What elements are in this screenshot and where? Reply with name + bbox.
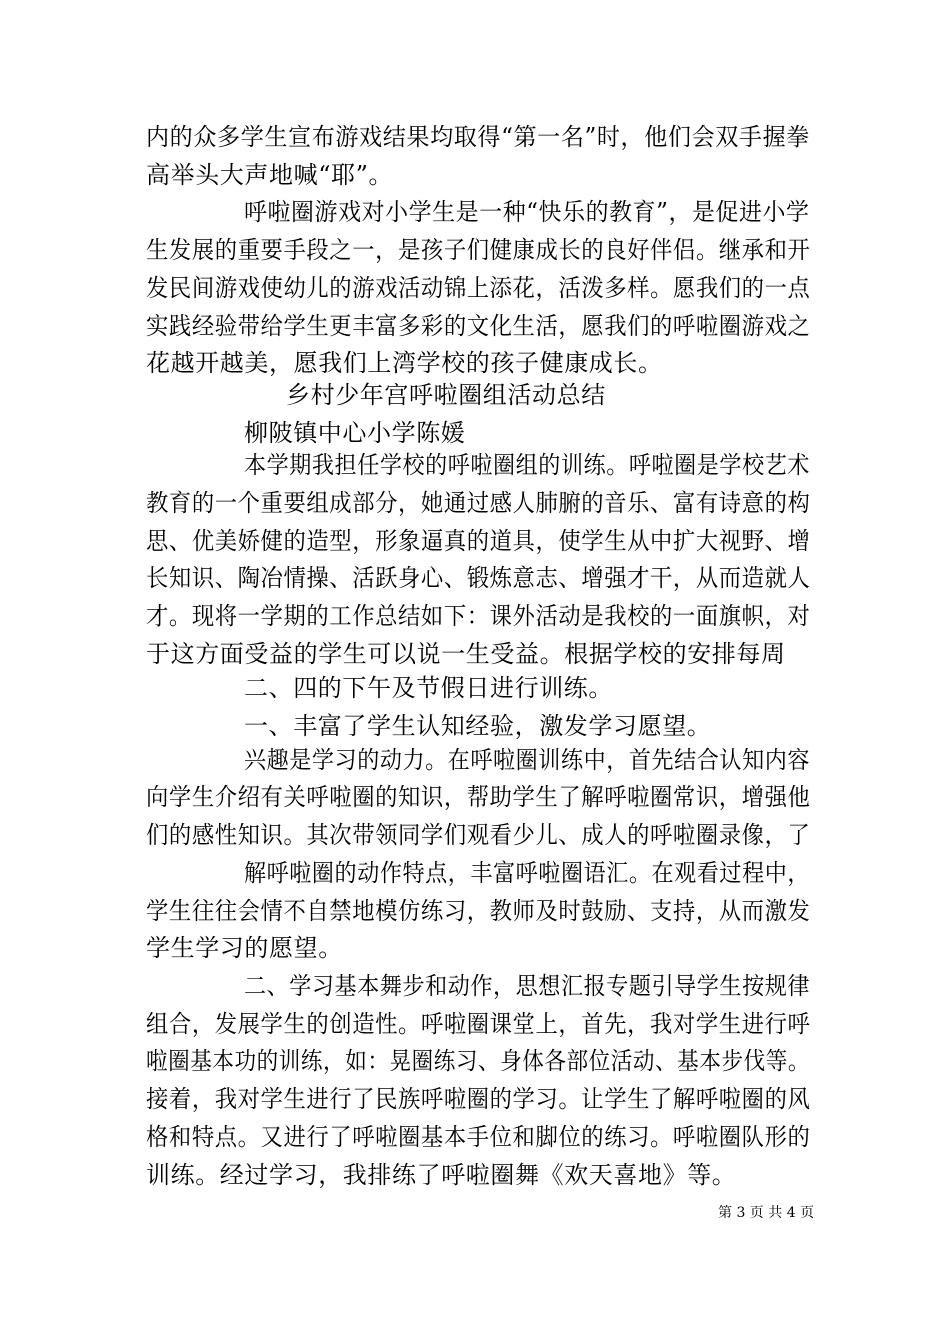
paragraph-first-line: 兴趣是学习的动力。在呼啦圈训练中，首先结合认知内容	[244, 746, 810, 774]
text-line: 组合，发展学生的创造性。呼啦圈课堂上，首先，我对学生进行呼	[146, 1010, 811, 1038]
text-line: 花越开越美，愿我们上湾学校的孩子健康成长。	[146, 349, 663, 377]
text-line: 于这方面受益的学生可以说一生受益。根据学校的安排每周	[146, 640, 786, 668]
paragraph-first-line: 解呼啦圈的动作特点，丰富呼啦圈语汇。在观看过程中，	[244, 859, 810, 887]
text-line: 发民间游戏使幼儿的游戏活动锦上添花，活泼多样。愿我们的一点	[146, 274, 811, 302]
text-line: 内的众多学生宣布游戏结果均取得“第一名”时，他们会双手握拳	[146, 123, 810, 151]
section-title: 乡村少年宫呼啦圈组活动总结	[286, 381, 606, 409]
text-line: 向学生介绍有关呼啦圈的知识，帮助学生了解呼啦圈常识，增强他	[146, 783, 811, 811]
text-line: 训练。经过学习，我排练了呼啦圈舞《欢天喜地》等。	[146, 1161, 737, 1189]
text-line: 学生往往会情不自禁地模仿练习，教师及时鼓励、支持，从而激发	[146, 897, 811, 925]
paragraph-first-line: 二、学习基本舞步和动作，思想汇报专题引导学生按规律	[244, 972, 810, 1000]
section-heading: 一、丰富了学生认知经验，激发学习愿望。	[244, 712, 712, 740]
text-line: 才。现将一学期的工作总结如下：课外活动是我校的一面旗帜，对	[146, 602, 811, 630]
text-line: 生发展的重要手段之一，是孩子们健康成长的良好伴侣。继承和开	[146, 236, 811, 264]
text-line: 教育的一个重要组成部分，她通过感人肺腑的音乐、富有诗意的构	[146, 489, 811, 517]
text-line: 接着，我对学生进行了民族呼啦圈的学习。让学生了解呼啦圈的风	[146, 1085, 811, 1113]
text-line: 长知识、陶冶情操、活跃身心、锻炼意志、增强才干，从而造就人	[146, 564, 811, 592]
text-line: 格和特点。又进行了呼啦圈基本手位和脚位的练习。呼啦圈队形的	[146, 1123, 811, 1151]
paragraph-first-line: 本学期我担任学校的呼啦圈组的训练。呼啦圈是学校艺术	[244, 451, 810, 479]
page-number: 第 3 页 共 4 页	[718, 1205, 815, 1221]
text-line: 实践经验带给学生更丰富多彩的文化生活，愿我们的呼啦圈游戏之	[146, 312, 811, 340]
author-line: 柳陂镇中心小学陈媛	[244, 419, 466, 447]
text-line: 们的感性知识。其次带领同学们观看少儿、成人的呼啦圈录像，了	[146, 821, 811, 849]
paragraph-first-line: 二、四的下午及节假日进行训练。	[244, 674, 613, 702]
paragraph-first-line: 呼啦圈游戏对小学生是一种“快乐的教育”，是促进小学	[244, 198, 810, 226]
text-line: 啦圈基本功的训练，如：晃圈练习、身体各部位活动、基本步伐等。	[146, 1047, 810, 1075]
text-line: 学生学习的愿望。	[146, 934, 343, 962]
text-line: 思、优美娇健的造型，形象逼真的道具，使学生从中扩大视野、增	[146, 527, 811, 555]
text-line: 高举头大声地喊“耶”。	[146, 161, 394, 189]
